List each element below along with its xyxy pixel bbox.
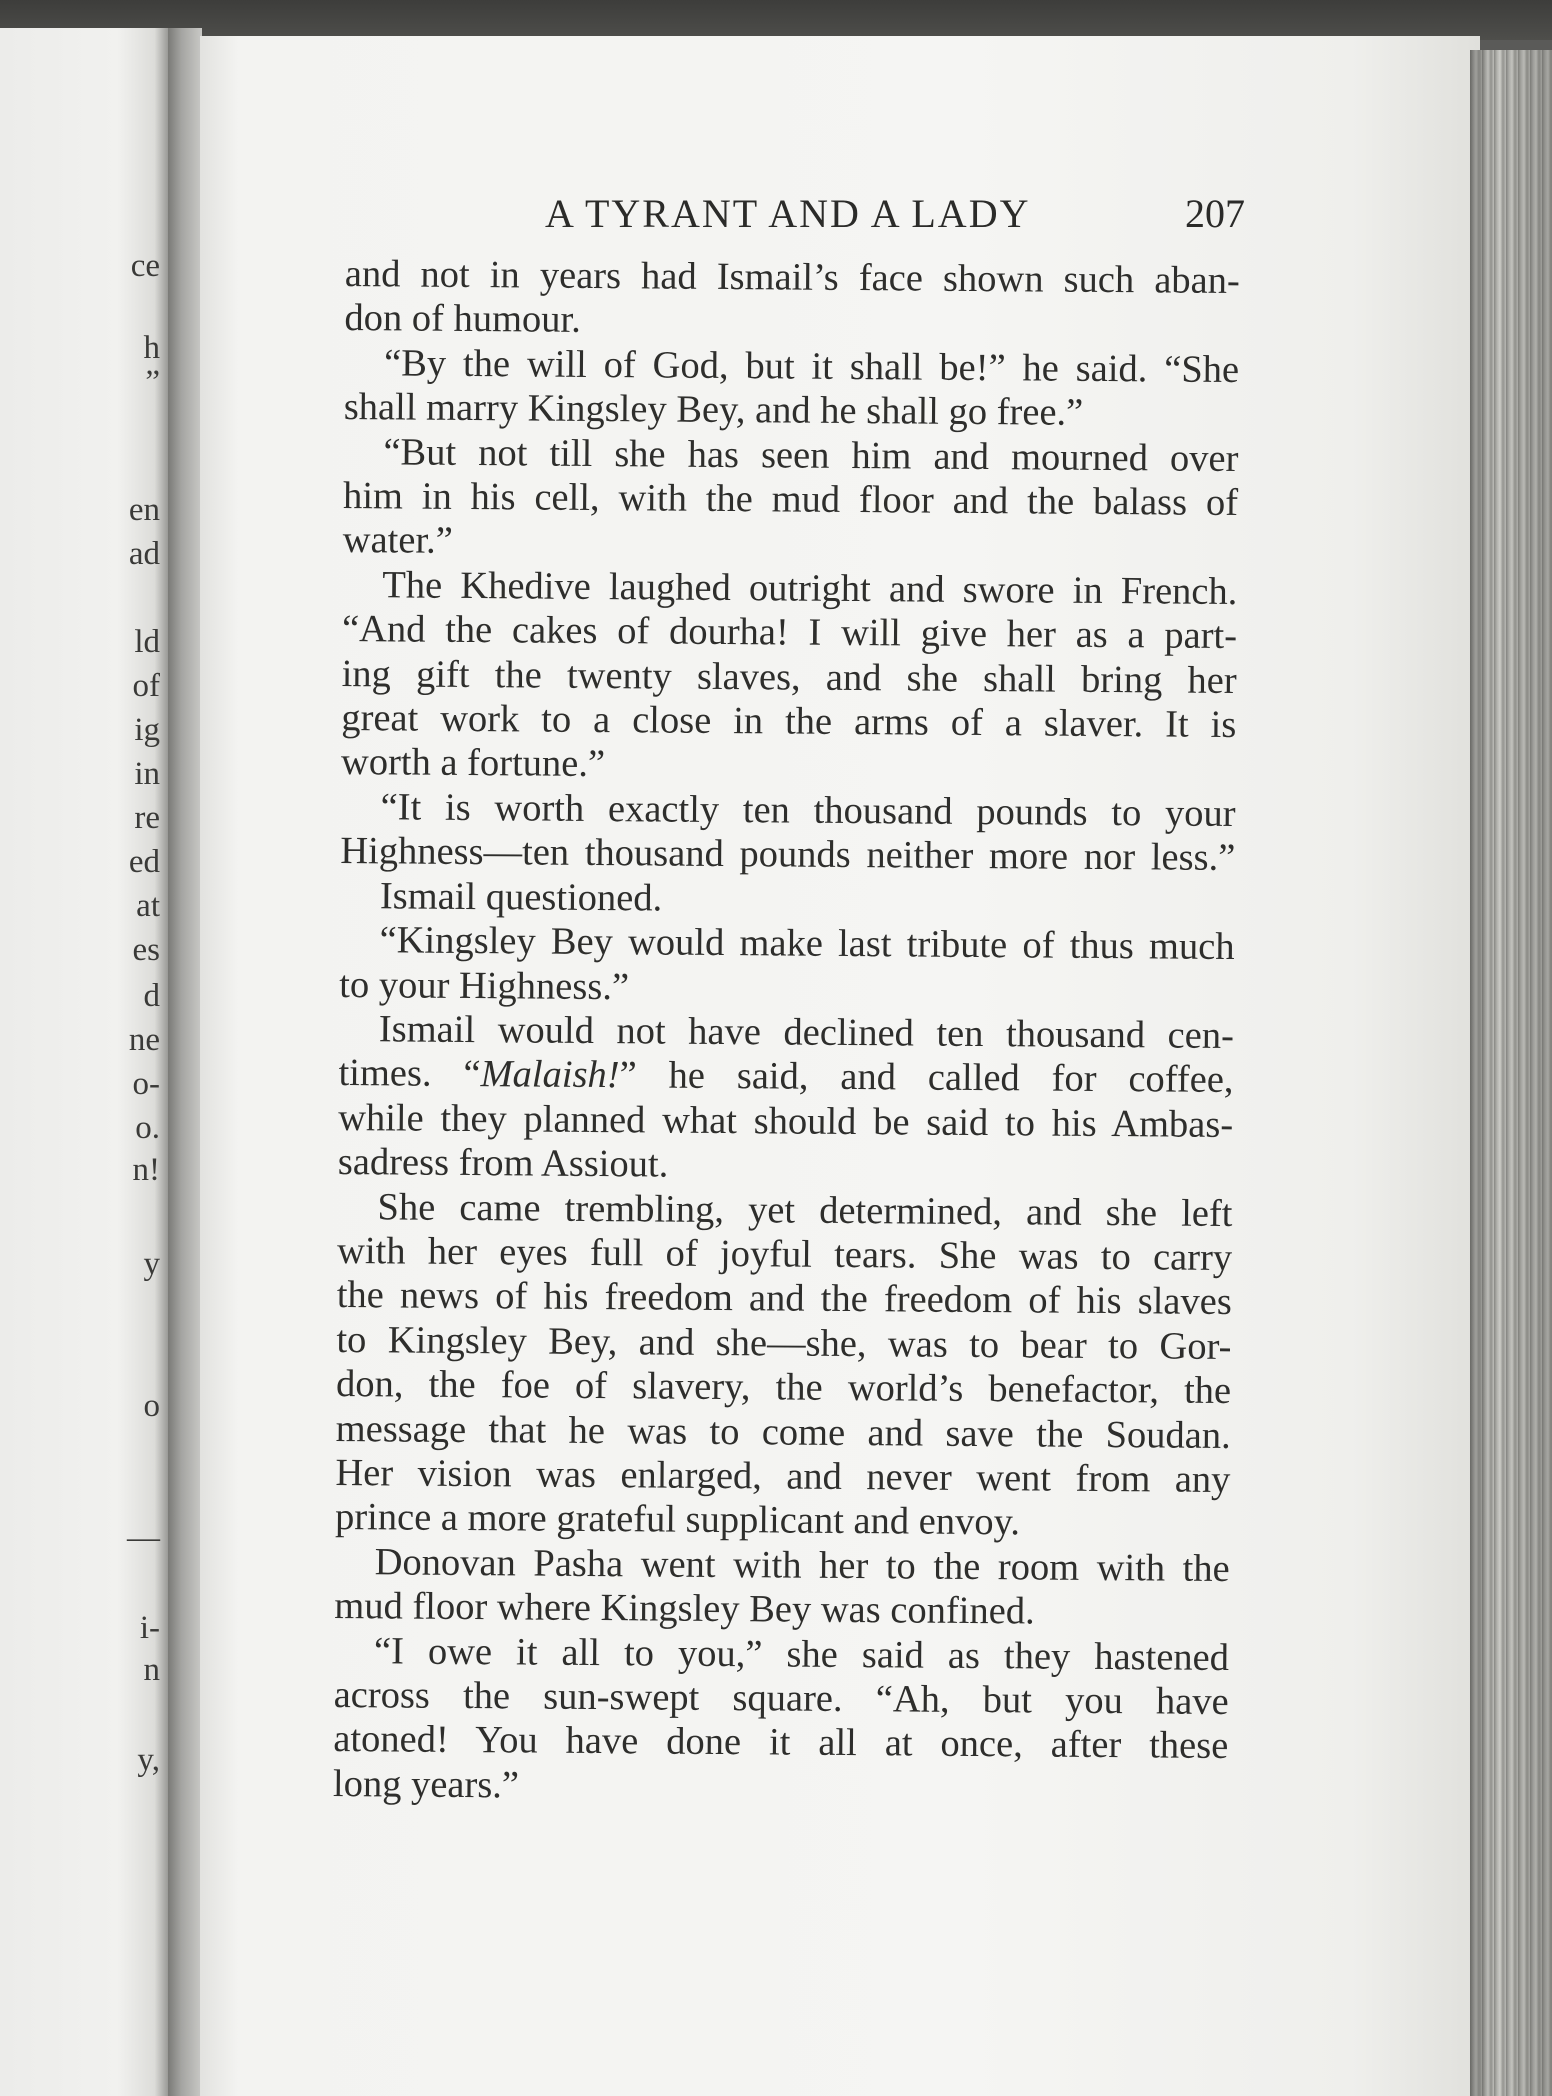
- text-line: great work to a close in the arms of a slaver. It is: [341, 697, 1237, 747]
- text-line: while they planned what should be said to his Ambas-: [338, 1096, 1234, 1146]
- text-line: “By the will of God, but it shall be!” he said. “She: [383, 342, 1240, 391]
- left-page-fragment: n: [143, 1652, 160, 1688]
- text-line: to your Highness.”: [339, 963, 630, 1008]
- text-line: times. “Malaish!” he said, and called for coffee,: [338, 1052, 1234, 1102]
- text-line: “But not till she has seen him and mourned over: [383, 430, 1239, 480]
- running-header: [545, 190, 1245, 240]
- left-page-fragment: in: [134, 756, 160, 792]
- text-line: him in his cell, with the mud floor and the balass of: [342, 475, 1239, 525]
- left-page-fragment: ”: [145, 364, 160, 400]
- left-page-fragment: at: [136, 888, 160, 924]
- left-page-fragment: ig: [134, 712, 160, 748]
- left-page-fragment: ad: [128, 536, 160, 572]
- left-page-fragment: es: [132, 932, 160, 968]
- text-line: and not in years had Ismail’s face shown such aban-: [344, 252, 1240, 303]
- text-line: The Khedive laughed outright and swore in French.: [382, 564, 1238, 613]
- text-line: long years.”: [332, 1762, 520, 1807]
- left-page-fragment: o: [143, 1388, 160, 1424]
- left-page-fragment: ed: [128, 844, 160, 880]
- left-page-fragment: h: [143, 330, 160, 366]
- text-line: “And the cakes of dourha! I will give her as a part-: [341, 608, 1238, 658]
- text-line: don, the foe of slavery, the world’s benefactor, the: [335, 1363, 1232, 1413]
- book-top-edge: [0, 0, 1552, 40]
- running-title: A TYRANT AND A LADY: [545, 191, 1031, 236]
- left-page-fragment: re: [134, 800, 160, 836]
- left-page-fragment: ld: [134, 624, 160, 660]
- page-edges: [1470, 50, 1552, 2096]
- body-text: [333, 252, 1240, 1813]
- left-page-fragment: d: [143, 978, 160, 1014]
- text-line: prince a more grateful supplicant and envoy.: [334, 1496, 1021, 1544]
- text-line: Donovan Pasha went with her to the room with the: [374, 1541, 1230, 1590]
- left-page-fragment: o.: [135, 1110, 160, 1146]
- text-line: message that he was to come and save the Soudan.: [335, 1407, 1231, 1457]
- text-line: with her eyes full of joyful tears. She was to carry: [336, 1229, 1233, 1279]
- left-page-fragment: ne: [128, 1022, 160, 1058]
- left-page-fragment: ce: [130, 248, 160, 284]
- left-page-fragment: o-: [132, 1066, 160, 1102]
- left-page-fragment: n!: [132, 1152, 160, 1188]
- text-line: atoned! You have done it all at once, after these: [333, 1718, 1229, 1768]
- text-line: “It is worth exactly ten thousand pounds to your: [380, 786, 1236, 835]
- text-line: the news of his freedom and the freedom of his slaves: [336, 1274, 1232, 1324]
- text-line: She came trembling, yet determined, and she left: [377, 1185, 1233, 1235]
- left-page-fragment: —: [127, 1520, 160, 1556]
- text-line: “I owe it all to you,” she said as they hastened: [373, 1629, 1230, 1679]
- text-line: Ismail would not have declined ten thousand cen-: [378, 1008, 1235, 1057]
- left-page-fragment: i-: [139, 1610, 160, 1646]
- left-page-fragment: of: [132, 668, 160, 704]
- left-page-fragment: en: [128, 492, 160, 528]
- text-line: shall marry Kingsley Bey, and he shall go free.”: [343, 386, 1084, 435]
- left-page-fragment: y: [143, 1246, 160, 1282]
- text-line: mud floor where Kingsley Bey was confined.: [334, 1585, 1035, 1633]
- text-line: worth a fortune.”: [340, 741, 606, 786]
- left-page-fragment: y,: [137, 1742, 160, 1778]
- previous-page: [0, 28, 168, 2096]
- text-line: “Kingsley Bey would make last tribute of thus much: [379, 919, 1235, 969]
- text-line: don of humour.: [344, 297, 581, 342]
- text-line: Her vision was enlarged, and never went from any: [335, 1451, 1231, 1501]
- italic-word: Malaish!: [480, 1053, 620, 1097]
- text-line: to Kingsley Bey, and she—she, was to bear to Gor-: [336, 1318, 1232, 1368]
- book-gutter: [168, 28, 202, 2096]
- text-line: across the sun-swept square. “Ah, but you have: [333, 1673, 1229, 1723]
- text-line: ing gift the twenty slaves, and she shall bring her: [341, 652, 1237, 702]
- text-line: Ismail questioned.: [379, 874, 663, 920]
- text-line: water.”: [342, 519, 453, 563]
- text-line: Highness—ten thousand pounds neither more nor less.”: [340, 830, 1236, 880]
- text-line: sadress from Assiout.: [337, 1141, 669, 1186]
- page-number: 207: [1185, 191, 1245, 236]
